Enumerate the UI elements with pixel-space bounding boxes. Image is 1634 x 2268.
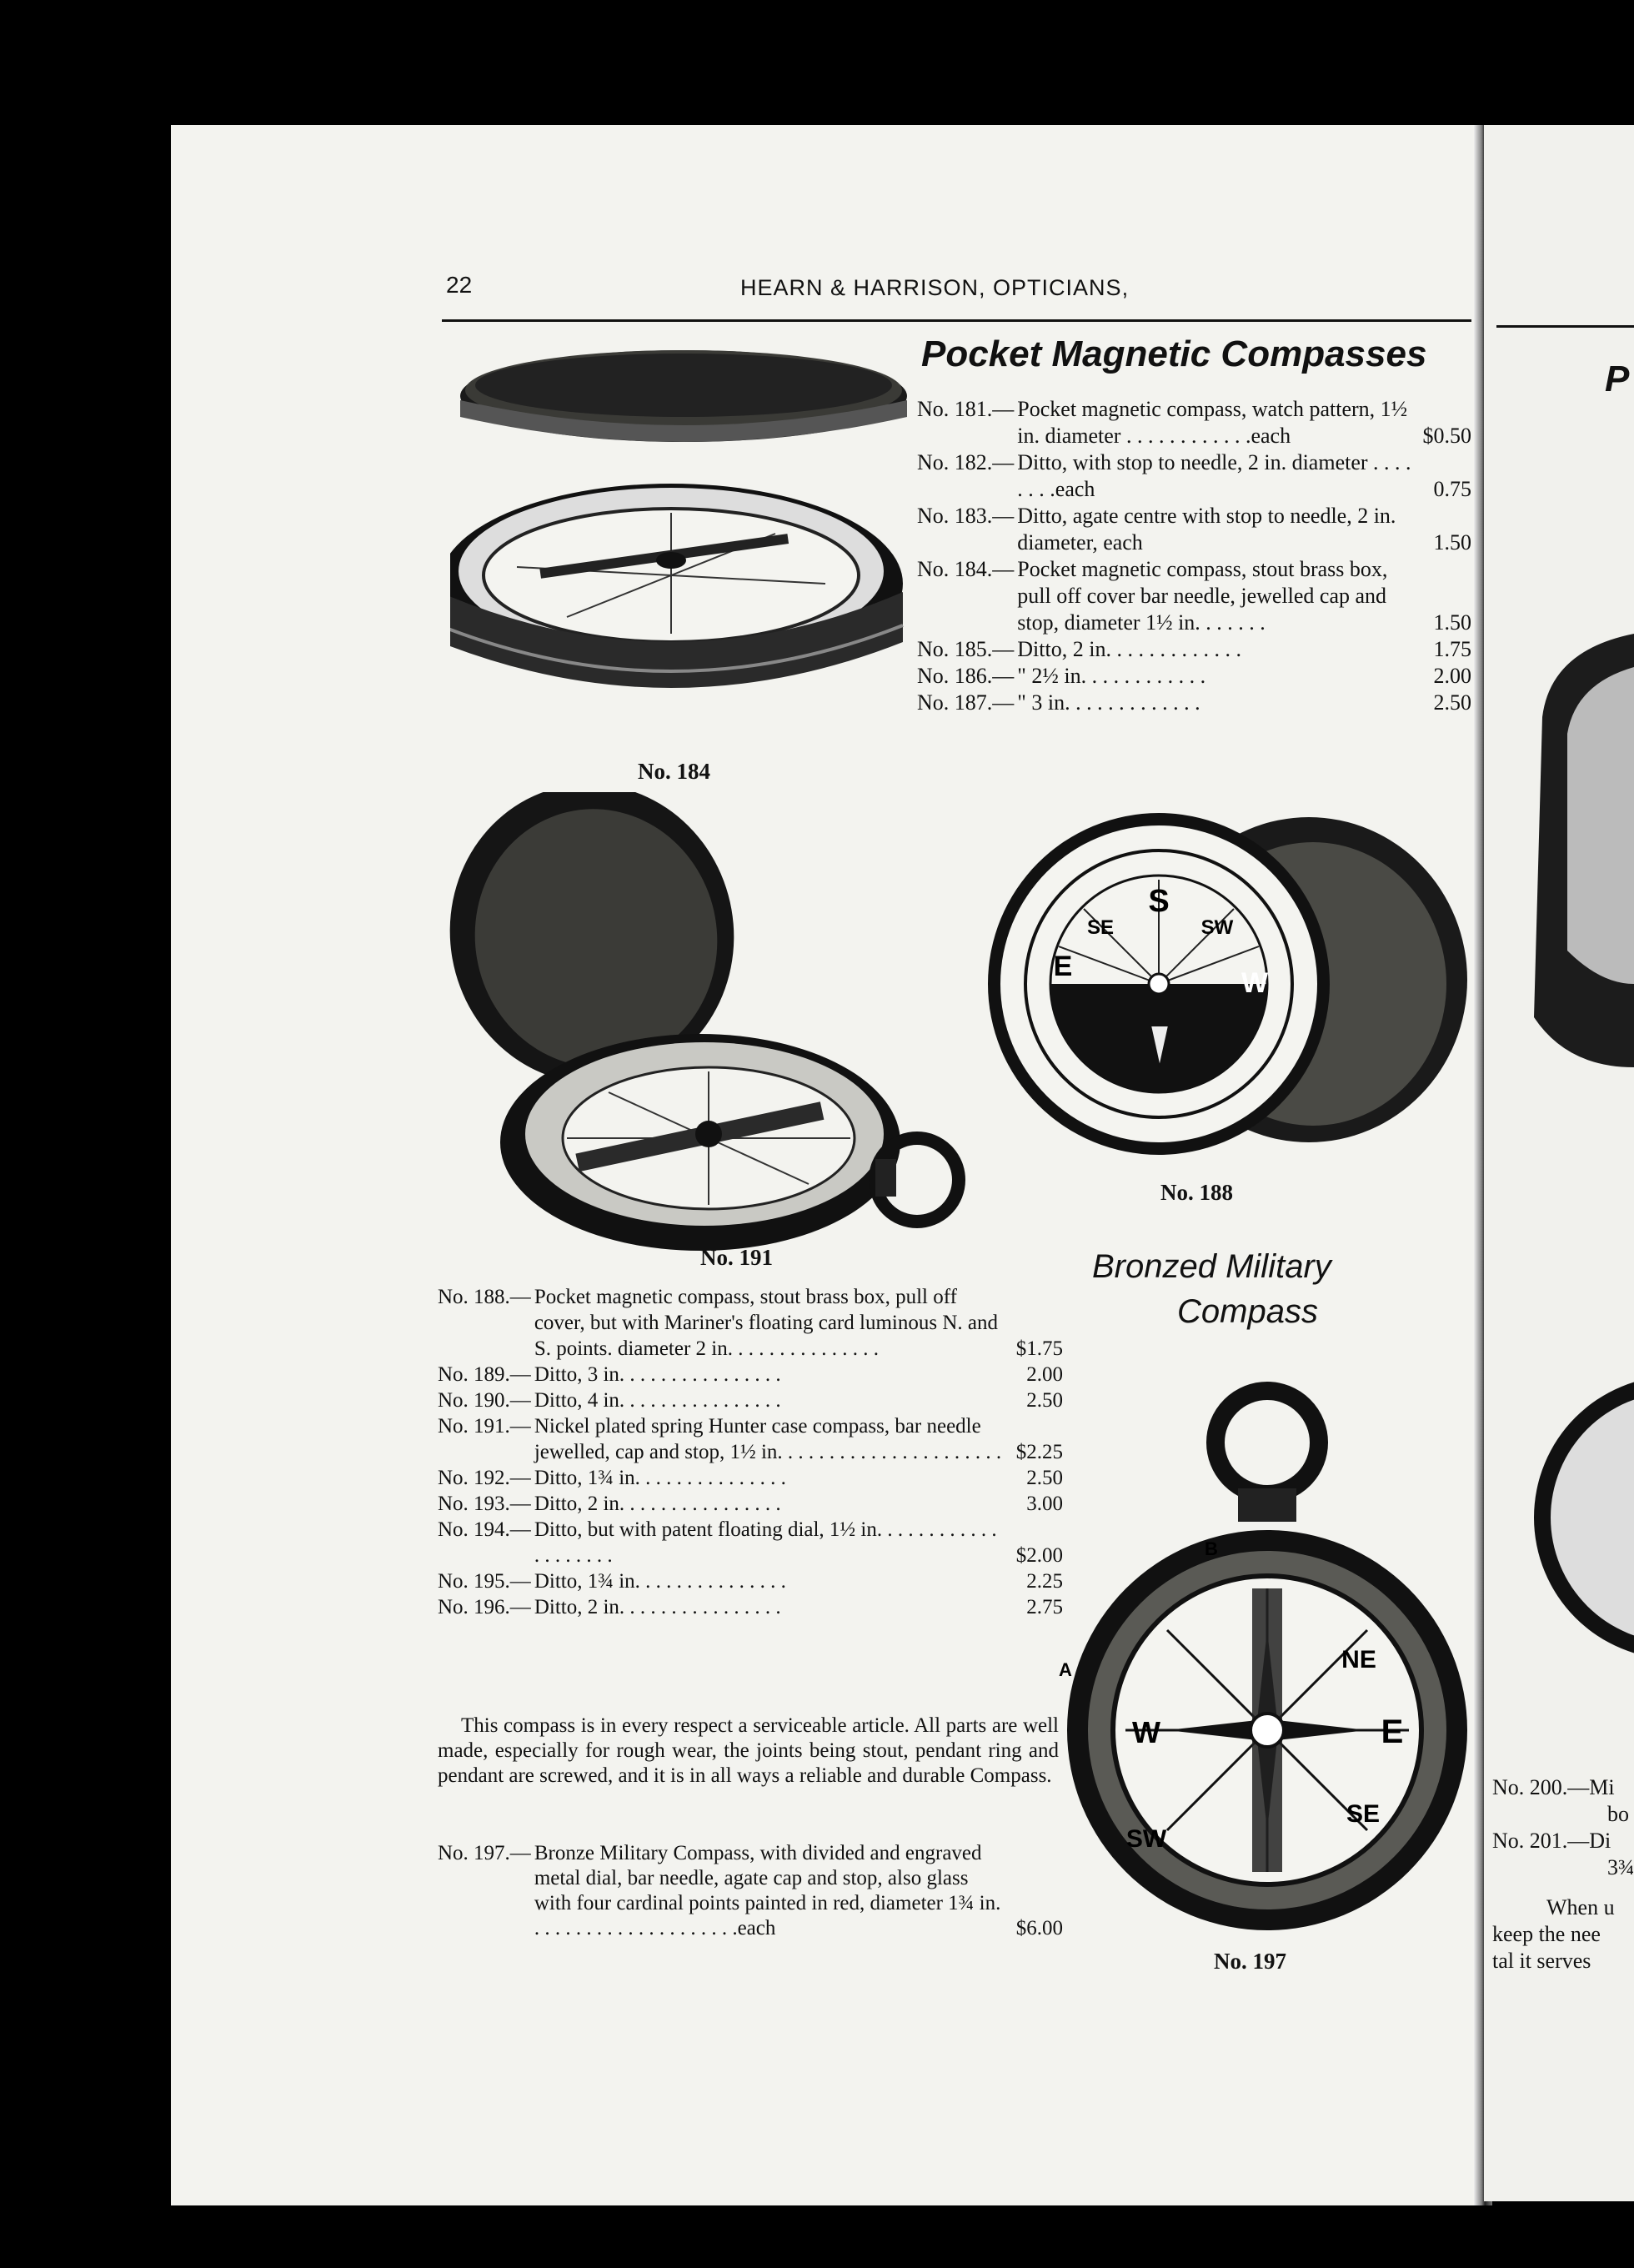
- item-price: 2.50: [1026, 1389, 1063, 1412]
- price-list-entry: [438, 1594, 1063, 1620]
- item-price: 2.50: [1026, 1467, 1063, 1489]
- facing-line-3: No. 201.—Di: [1492, 1829, 1611, 1853]
- item-price: 1.50: [1433, 610, 1471, 635]
- dial-w-letter: W: [1132, 1715, 1160, 1749]
- price-list-entry: [438, 1362, 1063, 1387]
- price-list-entry: [917, 556, 1471, 636]
- item-price: $2.25: [1015, 1441, 1063, 1463]
- item-price: 2.50: [1433, 690, 1471, 715]
- dial-ne-letter: NE: [1341, 1646, 1376, 1673]
- item-197-entry: [438, 1841, 1063, 1941]
- caption-197: No. 197: [1214, 1949, 1286, 1974]
- item-description: Ditto, 3 in. . . . . . . . . . . . . . . .: [534, 1363, 781, 1386]
- item-number: No. 193.—: [438, 1493, 531, 1515]
- compass-description-paragraph: This compass is in every respect a serviceable article. All parts are well made, especially for rough wear, the joints being stout, pendant ring and pendant are screwed, and it is in all ways a reliable and durable Compass.: [438, 1714, 1059, 1787]
- price-list-entry: [438, 1387, 1063, 1413]
- item-197-number: No. 197.—: [438, 1842, 531, 1864]
- item-description: Ditto, agate centre with stop to needle, 2 in. diameter, each: [1017, 504, 1396, 554]
- item-price: $1.75: [1015, 1337, 1063, 1360]
- item-number: No. 195.—: [438, 1570, 531, 1593]
- item-number: No. 188.—: [438, 1286, 531, 1308]
- item-description: Pocket magnetic compass, watch pattern, 1½ in. diameter . . . . . . . . . . . .each: [1017, 397, 1408, 448]
- item-price: 1.50: [1433, 530, 1471, 554]
- item-description: Ditto, but with patent floating dial, 1½ in. . . . . . . . . . . . . . . . . . . .: [534, 1518, 997, 1567]
- compass-191-illustration: [425, 792, 1025, 1259]
- compass-197-illustration: [1059, 1380, 1471, 1964]
- military-heading-line2: Compass: [1177, 1293, 1318, 1330]
- item-price: 2.00: [1026, 1363, 1063, 1386]
- pocket-price-list: [917, 396, 1471, 716]
- item-price: 3.00: [1026, 1493, 1063, 1515]
- price-list-entry: [917, 690, 1471, 716]
- item-number: No. 181.—: [917, 397, 1015, 421]
- card-sw-letter: SW: [1200, 916, 1234, 939]
- item-price: $2.00: [1015, 1544, 1063, 1567]
- item-number: No. 189.—: [438, 1363, 531, 1386]
- item-price: 1.75: [1433, 637, 1471, 661]
- compass-188-illustration: [984, 813, 1467, 1180]
- item-description: Ditto, 2 in. . . . . . . . . . . . .: [1017, 637, 1241, 661]
- price-list-entry: [917, 503, 1471, 556]
- caption-191: No. 191: [700, 1245, 773, 1270]
- dial-sw-letter: SW: [1125, 1825, 1167, 1853]
- price-list-entry: [438, 1413, 1063, 1465]
- header-rule: [442, 319, 1471, 322]
- item-price: $0.50: [1422, 424, 1471, 448]
- item-197-price: $6.00: [1015, 1917, 1063, 1939]
- price-list-entry: [917, 663, 1471, 690]
- item-description: Ditto, 1¾ in. . . . . . . . . . . . . . .: [534, 1467, 786, 1489]
- item-197-description: Bronze Military Compass, with divided and engraved metal dial, bar needle, agate cap and stop, also glass with four cardinal points painted in red, diameter 1¾ in. . . . . . . . . . . . . . . . . . . . .each: [534, 1842, 1001, 1939]
- item-number: No. 185.—: [917, 637, 1015, 661]
- caption-184: No. 184: [638, 759, 710, 784]
- price-list-entry: [438, 1491, 1063, 1517]
- item-description: Ditto, 1¾ in. . . . . . . . . . . . . . .: [534, 1570, 786, 1593]
- item-description: " 3 in. . . . . . . . . . . . .: [1017, 690, 1200, 715]
- item-price: 2.75: [1026, 1596, 1063, 1618]
- mark-a: A: [1059, 1659, 1072, 1680]
- item-description: Ditto, 4 in. . . . . . . . . . . . . . . .: [534, 1389, 781, 1412]
- card-w-letter: W: [1241, 967, 1269, 999]
- item-number: No. 196.—: [438, 1596, 531, 1618]
- pocket-compasses-heading: Pocket Magnetic Compasses: [921, 334, 1427, 374]
- facing-heading-fragment: P: [1605, 359, 1630, 399]
- compass-184-illustration: [450, 342, 917, 759]
- item-description: Ditto, 2 in. . . . . . . . . . . . . . . .: [534, 1493, 781, 1515]
- price-list-entry: [438, 1465, 1063, 1491]
- facing-page-illustrations: [1517, 617, 1634, 1718]
- facing-line-1: No. 200.—Mi: [1492, 1775, 1615, 1799]
- item-number: No. 184.—: [917, 557, 1015, 581]
- military-heading-line1: Bronzed Military: [1092, 1248, 1331, 1285]
- facing-line-2: bo: [1607, 1802, 1629, 1826]
- facing-line-6: keep the nee: [1492, 1922, 1601, 1946]
- item-number: No. 182.—: [917, 450, 1015, 474]
- card-e-letter: E: [1053, 951, 1073, 982]
- item-number: No. 191.—: [438, 1415, 531, 1438]
- price-list-entry: [438, 1568, 1063, 1594]
- item-number: No. 186.—: [917, 664, 1015, 688]
- item-number: No. 192.—: [438, 1467, 531, 1489]
- card-s-letter: S: [1148, 884, 1170, 919]
- bottom-shadow: [125, 2205, 1634, 2268]
- page-number: 22: [446, 272, 473, 298]
- dial-e-letter: E: [1381, 1714, 1404, 1750]
- price-list-entry: [917, 396, 1471, 449]
- item-number: No. 183.—: [917, 504, 1015, 528]
- item-description: Pocket magnetic compass, stout brass box, pull off cover, but with Mariner's floating card luminous N. and S. points. diameter 2 in. . . . . . . . . . . . . . .: [534, 1286, 998, 1360]
- price-list-entry: [438, 1284, 1063, 1362]
- facing-line-4: 3¾: [1607, 1855, 1634, 1879]
- facing-line-5: When u: [1546, 1895, 1615, 1919]
- lower-price-list: [438, 1284, 1063, 1620]
- item-number: No. 194.—: [438, 1518, 531, 1541]
- item-price: 2.25: [1026, 1570, 1063, 1593]
- price-list-entry: [917, 449, 1471, 503]
- item-price: 0.75: [1433, 477, 1471, 501]
- item-description: Ditto, with stop to needle, 2 in. diameter . . . . . . . .each: [1017, 450, 1411, 501]
- price-list-entry: [438, 1517, 1063, 1568]
- caption-188: No. 188: [1160, 1180, 1233, 1205]
- item-price: 2.00: [1433, 664, 1471, 688]
- mark-b: B: [1205, 1538, 1218, 1559]
- item-description: Pocket magnetic compass, stout brass box, pull off cover bar needle, jewelled cap and stop, diameter 1½ in. . . . . . .: [1017, 557, 1388, 635]
- item-description: Nickel plated spring Hunter case compass, bar needle jewelled, cap and stop, 1½ in. . . . . . . . . . . . . . . . . . . . . .: [534, 1415, 1002, 1463]
- item-description: " 2½ in. . . . . . . . . . . .: [1017, 664, 1206, 688]
- item-description: Ditto, 2 in. . . . . . . . . . . . . . . .: [534, 1596, 781, 1618]
- facing-line-7: tal it serves: [1492, 1949, 1591, 1973]
- dial-se-letter: SE: [1346, 1800, 1381, 1828]
- item-number: No. 187.—: [917, 690, 1015, 715]
- card-se-letter: SE: [1086, 916, 1115, 939]
- facing-header-rule: [1496, 325, 1634, 328]
- price-list-entry: [917, 636, 1471, 663]
- item-number: No. 190.—: [438, 1389, 531, 1412]
- running-head: HEARN & HARRISON, OPTICIANS,: [740, 275, 1130, 300]
